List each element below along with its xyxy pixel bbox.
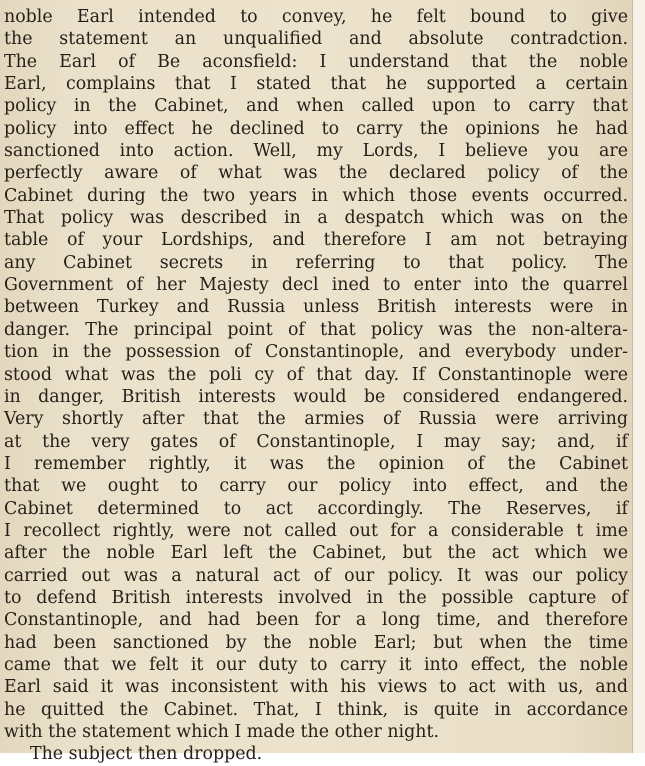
text-line: policy in the Cabinet, and when called upon to carry that [4, 96, 628, 117]
text-line: I recollect rightly, were not called out for a considerable t ime [4, 520, 628, 541]
text-line: any Cabinet secrets in referring to that policy. The [4, 252, 628, 273]
text-line: The Earl of Be aconsfield: I understand that the noble [4, 51, 628, 72]
text-line: Constantinople, and had been for a long time, and therefore [4, 610, 628, 631]
text-line: tion in the possession of Constantinople, and everybody under- [4, 342, 628, 363]
text-line: in danger, British interests would be considered endangered. [4, 386, 628, 407]
text-line: Earl said it was inconsistent with his views to act with us, and [4, 677, 628, 698]
text-line: the statement an unqualified and absolute contradction. [4, 29, 628, 50]
text-line: with the statement which I made the other night. [4, 722, 439, 742]
text-line: that we ought to carry our policy into effect, and the [4, 476, 628, 497]
text-line: Government of her Majesty decl ined to enter into the quarrel [4, 275, 628, 296]
text-line: to defend British interests involved in the possible capture of [4, 587, 628, 608]
text-line: between Turkey and Russia unless British interests were in [4, 297, 628, 318]
page-margin [632, 0, 645, 753]
text-line: carried out was a natural act of our policy. It was our policy [4, 565, 628, 586]
text-line: Cabinet determined to act accordingly. The Reserves, if [4, 498, 628, 519]
text-line: table of your Lordships, and therefore I am not betraying [4, 230, 628, 251]
text-line: That policy was described in a despatch which was on the [4, 208, 628, 229]
text-line: after the noble Earl left the Cabinet, but the act which we [4, 543, 628, 564]
text-line: came that we felt it our duty to carry it into effect, the noble [4, 654, 628, 675]
text-line: noble Earl intended to convey, he felt bound to give [4, 7, 628, 27]
text-line: danger. The principal point of that policy was the non-altera- [4, 319, 628, 340]
text-line: Cabinet during the two years in which those events occurred. [4, 185, 628, 206]
closing-line: The subject then dropped. [30, 744, 263, 765]
text-line: Earl, complains that I stated that he supported a certain [4, 74, 628, 95]
text-line: he quitted the Cabinet. That, I think, is quite in accordance [4, 699, 628, 720]
text-line: Very shortly after that the armies of Russia were arriving [4, 409, 628, 430]
text-line: perfectly aware of what was the declared policy of the [4, 163, 628, 184]
article-text [4, 6, 628, 766]
text-line: policy into effect he declined to carry the opinions he had [4, 118, 628, 139]
text-line: I remember rightly, it was the opinion of the Cabinet [4, 453, 628, 474]
text-line: stood what was the poli cy of that day. If Constantinople were [4, 364, 628, 385]
text-line: had been sanctioned by the noble Earl; but when the time [4, 632, 628, 653]
text-line: at the very gates of Constantinople, I may say; and, if [4, 431, 628, 452]
text-line: sanctioned into action. Well, my Lords, I believe you are [4, 141, 628, 162]
